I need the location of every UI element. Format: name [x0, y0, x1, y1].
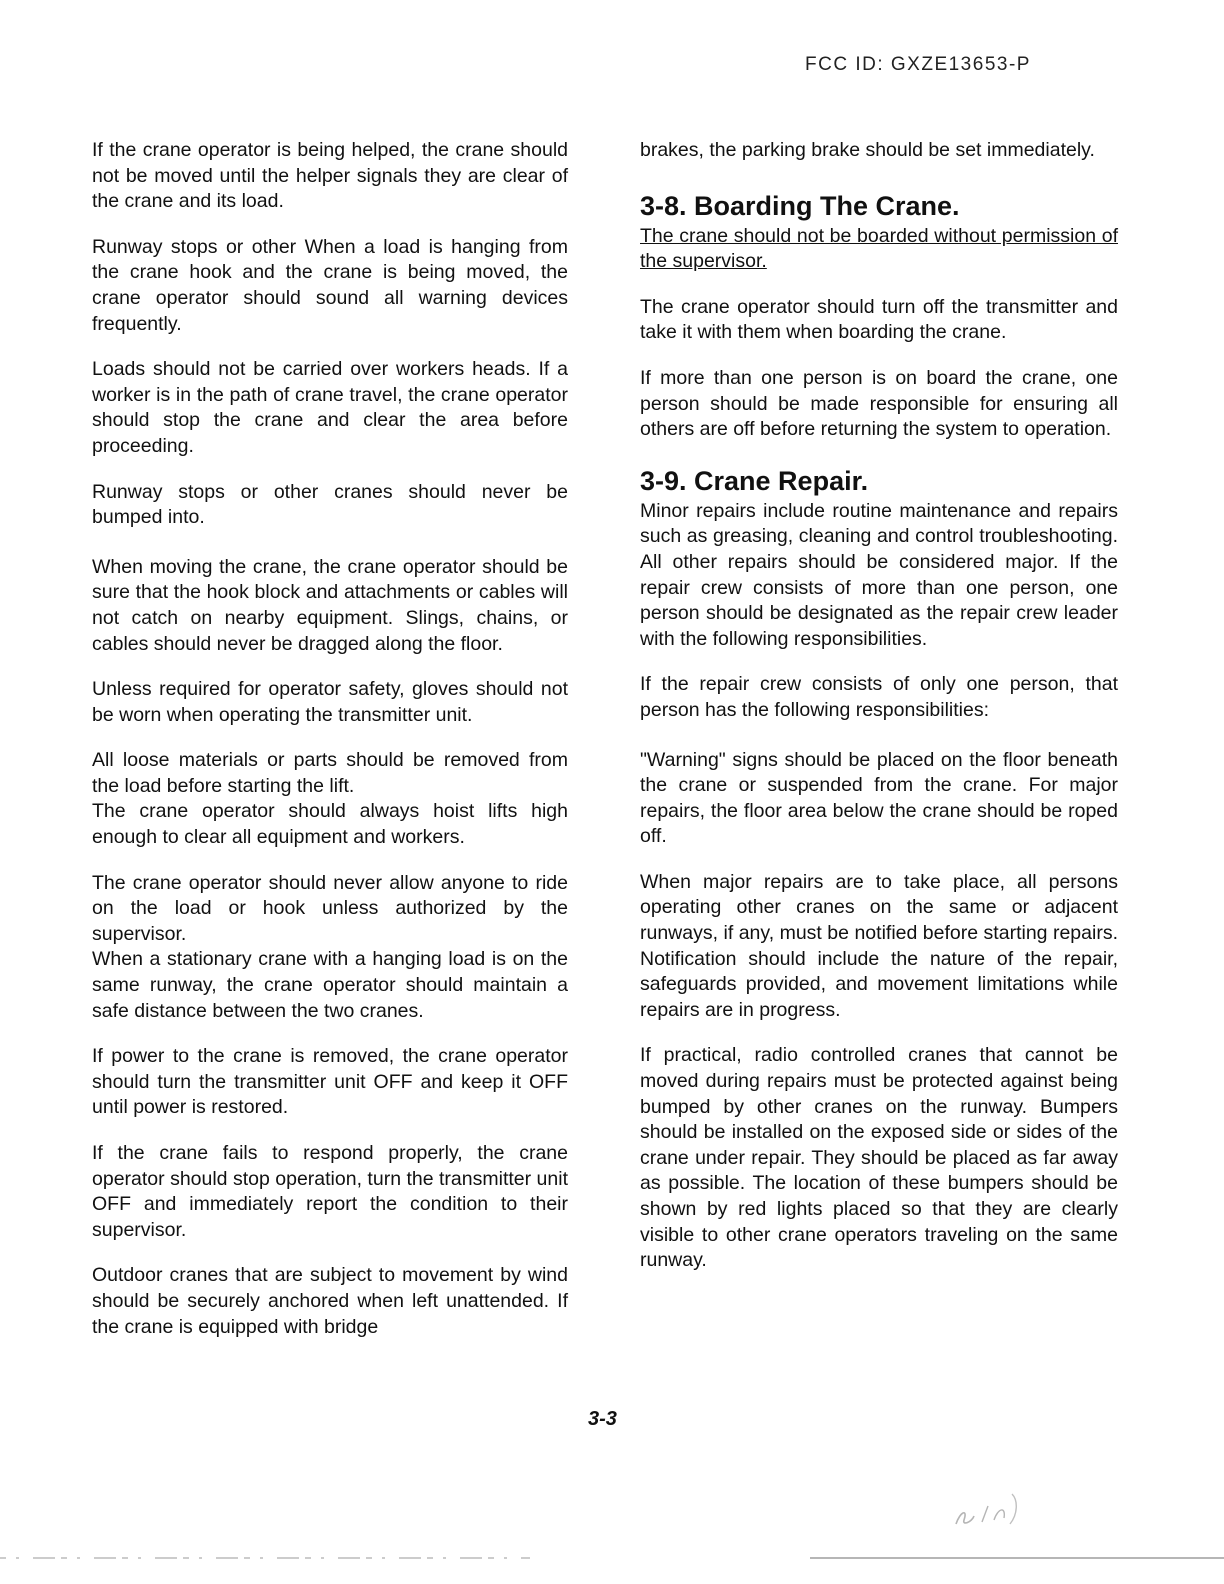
- handwritten-initials: [948, 1484, 1038, 1534]
- page-number: 3-3: [588, 1408, 617, 1430]
- paragraph-bumpers: If practical, radio controlled cranes that cannot be moved during repairs must be protected against being bumped by other cranes on the runway. Bumpers should be installed on the exposed side or sides of the crane under repair. They should be placed as far away as possible. The location of these bumpers should be shown by red lights placed so that they are clearly visible to other crane operators traveling on the same runway.: [640, 1044, 1118, 1272]
- paragraph-workers-heads: Loads should not be carried over workers heads. If a worker is in the path of crane travel, the crane operator should stop the crane and clear the area before proceeding.: [92, 358, 568, 457]
- paragraph-major-repairs: When major repairs are to take place, all persons operating other cranes on the same or adjacent runways, if any, must be notified before starting repairs. Notification should include the nature of the repair, safeguards provided, and movement limitations while repairs are in progress.: [640, 870, 1118, 1021]
- paragraph-minor-repairs: Minor repairs include routine maintenance and repairs such as greasing, cleaning and control troubleshooting. All other repairs should be considered major. If the repair crew consists of more than one person, one person should be designated as the repair crew leader with the following responsibilities.: [640, 499, 1118, 650]
- paragraph-turn-off-transmitter: The crane operator should turn off the transmitter and take it with them when boarding the crane.: [640, 295, 1118, 344]
- underlined-notice-boarding: The crane should not be boarded without permission of the supervisor.: [640, 224, 1118, 273]
- paragraph-fails-to-respond: If the crane fails to respond properly, the crane operator should stop operation, turn the transmitter unit OFF and immediately report the condition to their supervisor.: [92, 1142, 568, 1241]
- left-column: [92, 138, 568, 1360]
- section-heading-repair: 3-9. Crane Repair.: [640, 465, 869, 496]
- paragraph-outdoor-cranes: Outdoor cranes that are subject to movement by wind should be securely anchored when left unattended. If the crane is equipped with bridge: [92, 1264, 568, 1338]
- paragraph-gloves: Unless required for operator safety, gloves should not be worn when operating the transmitter unit.: [92, 678, 568, 726]
- paragraph-helper-signals: If the crane operator is being helped, the crane should not be moved until the helper signals they are clear of the crane and its load.: [92, 139, 568, 213]
- paragraph-loose-materials: All loose materials or parts should be removed from the load before starting the lift.: [92, 749, 568, 797]
- paragraph-warning-devices: Runway stops or other When a load is hanging from the crane hook and the crane is being moved, the crane operator should sound all warning devices frequently.: [92, 235, 568, 335]
- paragraph-parking-brake: brakes, the parking brake should be set immediately.: [640, 139, 1095, 161]
- paragraph-power-removed: If power to the crane is removed, the crane operator should turn the transmitter unit OFF and keep it OFF until power is restored.: [92, 1045, 568, 1119]
- paragraph-ride-on-load: The crane operator should never allow anyone to ride on the load or hook unless authorized by the supervisor.: [92, 871, 568, 945]
- paragraph-one-person-crew: If the repair crew consists of only one person, that person has the following responsibilities:: [640, 673, 1118, 721]
- right-column: [640, 138, 1118, 1294]
- paragraph-stationary-crane: When a stationary crane with a hanging load is on the same runway, the crane operator should maintain a safe distance between the two cranes.: [92, 948, 568, 1022]
- paragraph-hoist-high: The crane operator should always hoist lifts high enough to clear all equipment and workers.: [92, 800, 568, 849]
- fcc-id-header: FCC ID: GXZE13653-P: [805, 54, 1031, 75]
- section-heading-boarding: 3-8. Boarding The Crane.: [640, 190, 960, 221]
- paragraph-warning-signs: "Warning" signs should be placed on the floor beneath the crane or suspended from the crane. For major repairs, the floor area below the crane should be roped off.: [640, 748, 1118, 848]
- paragraph-more-than-one-person: If more than one person is on board the crane, one person should be made responsible for ensuring all others are off before returning the system to operation.: [640, 366, 1118, 441]
- paragraph-moving-crane: When moving the crane, the crane operator should be sure that the hook block and attachments or cables will not catch on nearby equipment. Slings, chains, or cables should never be dragged along the floor.: [92, 555, 568, 655]
- scan-artifact-line: [0, 1556, 1224, 1562]
- paragraph-runway-stops: Runway stops or other cranes should never be bumped into.: [92, 480, 568, 529]
